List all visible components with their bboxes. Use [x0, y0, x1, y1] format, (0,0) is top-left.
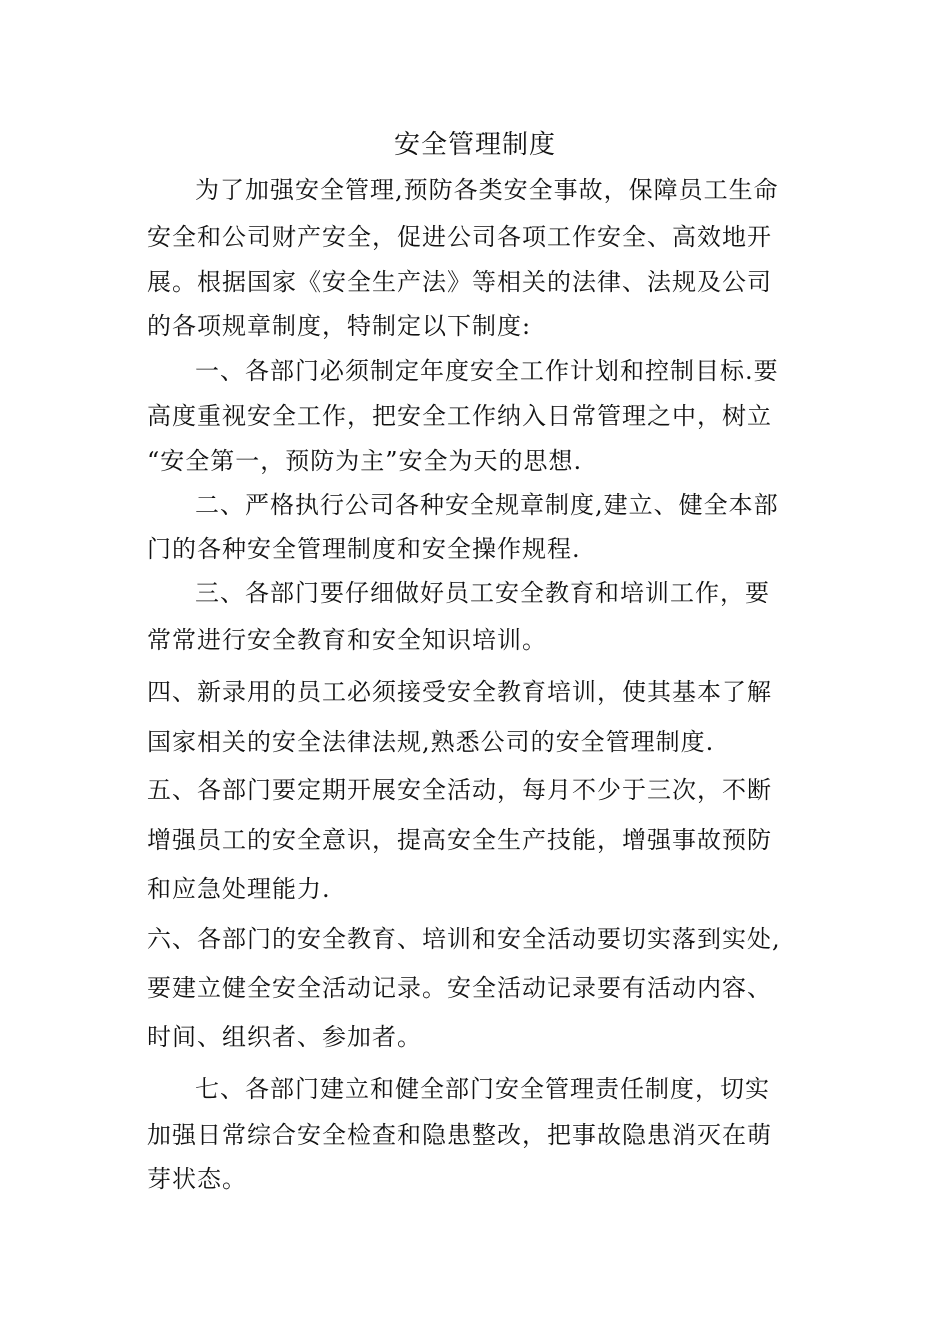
paragraph-line: 国家相关的安全法律法规,熟悉公司的安全管理制度.	[147, 728, 715, 756]
paragraph-line: 一、各部门必须制定年度安全工作计划和控制目标.要	[195, 357, 779, 385]
paragraph-line: “安全第一，预防为主”安全为天的思想.	[147, 447, 583, 475]
paragraph-line: 展。根据国家《安全生产法》等相关的法律、法规及公司	[147, 268, 772, 296]
paragraph-line: 芽状态。	[147, 1165, 247, 1193]
paragraph-line: 要建立健全安全活动记录。安全活动记录要有活动内容、	[147, 974, 772, 1002]
paragraph-line: 常常进行安全教育和安全知识培训。	[147, 626, 547, 654]
paragraph-line: 六、各部门的安全教育、培训和安全活动要切实落到实处,	[147, 925, 781, 953]
paragraph-line: 的各项规章制度，特制定以下制度:	[147, 312, 532, 340]
paragraph-line: 七、各部门建立和健全部门安全管理责任制度，切实	[195, 1075, 770, 1103]
paragraph-line: 三、各部门要仔细做好员工安全教育和培训工作，要	[195, 579, 770, 607]
document-title: 安全管理制度	[393, 130, 556, 160]
paragraph-line: 二、严格执行公司各种安全规章制度,建立、健全本部	[195, 491, 779, 519]
paragraph-line: 增强员工的安全意识，提高安全生产技能，增强事故预防	[147, 826, 772, 854]
paragraph-line: 门的各种安全管理制度和安全操作规程.	[147, 535, 581, 563]
paragraph-line: 时间、组织者、参加者。	[147, 1023, 422, 1051]
paragraph-line: 五、各部门要定期开展安全活动，每月不少于三次，不断	[147, 776, 772, 804]
paragraph-line: 安全和公司财产安全，促进公司各项工作安全、高效地开	[147, 223, 772, 251]
paragraph-line: 四、新录用的员工必须接受安全教育培训，使其基本了解	[147, 678, 772, 706]
paragraph-line: 加强日常综合安全检查和隐患整改，把事故隐患消灭在萌	[147, 1121, 772, 1149]
paragraph-line: 高度重视安全工作，把安全工作纳入日常管理之中，树立	[147, 402, 772, 430]
paragraph-line: 为了加强安全管理,预防各类安全事故，保障员工生命	[195, 176, 779, 204]
paragraph-line: 和应急处理能力.	[147, 875, 331, 903]
